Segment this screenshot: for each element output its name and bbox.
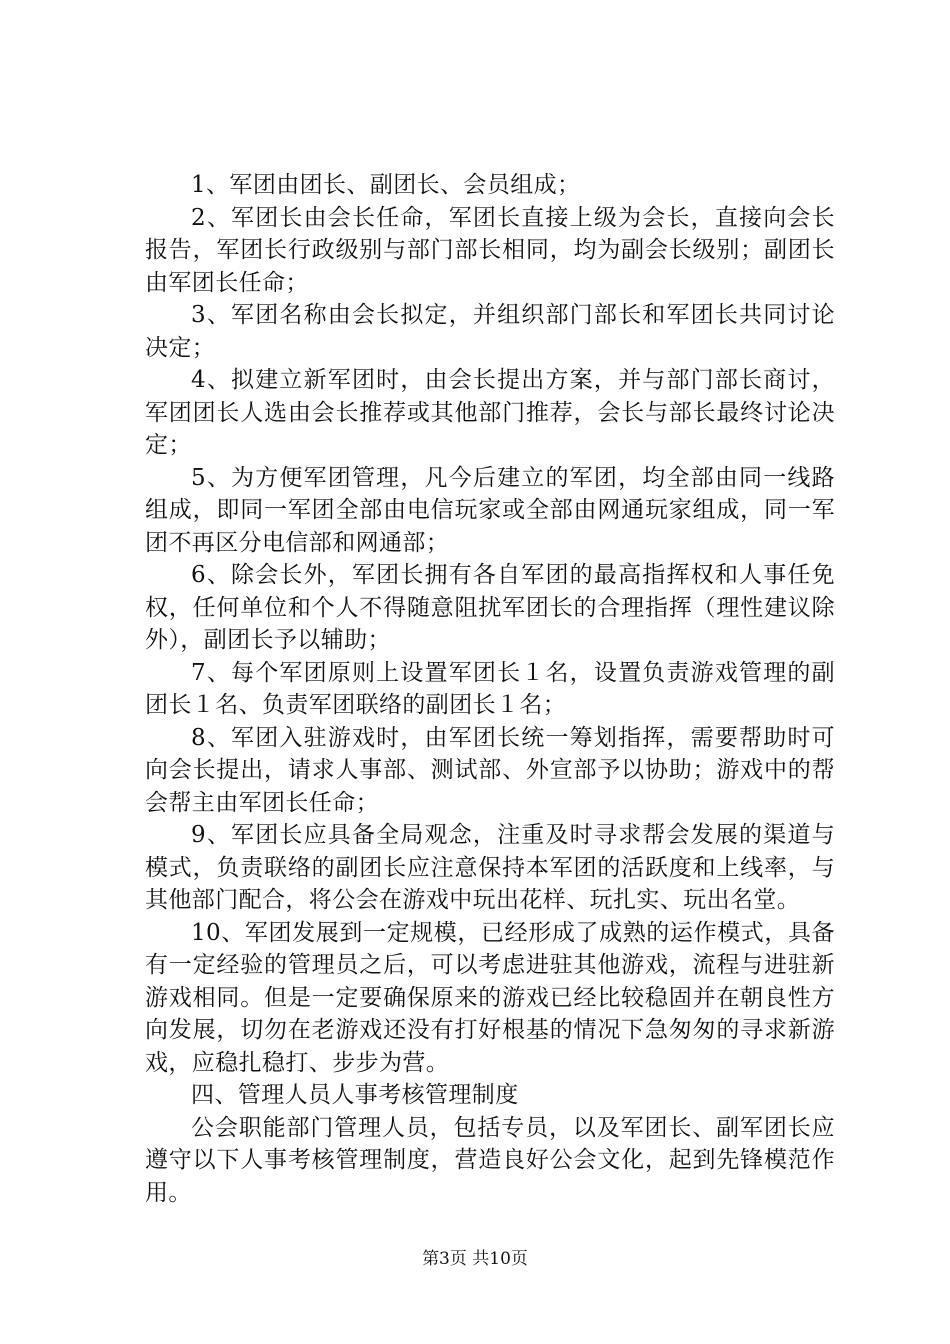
paragraph-8: 8、军团入驻游戏时，由军团长统一筹划指挥，需要帮助时可向会长提出，请求人事部、测试部、外宣部予以协助；游戏中的帮会帮主由军团长任命；	[145, 724, 835, 816]
paragraph-6: 6、除会长外，军团长拥有各自军团的最高指挥权和人事任免权，任何单位和个人不得随意阻扰军团长的合理指挥（理性建议除外），副团长予以辅助；	[145, 562, 835, 653]
paragraph-4: 4、拟建立新军团时，由会长提出方案，并与部门部长商讨，军团团长人选由会长推荐或其他部门推荐，会长与部长最终讨论决定；	[145, 367, 835, 458]
paragraph-1: 1、军团由团长、副团长、会员组成；	[191, 172, 581, 198]
page-number-footer: 第3页 共10页	[422, 1249, 528, 1269]
section-heading: 四、管理人员人事考核管理制度	[191, 1082, 519, 1108]
paragraph-9: 9、军团长应具备全局观念，注重及时寻求帮会发展的渠道与模式，负责联络的副团长应注意保持本军团的活跃度和上线率，与其他部门配合，将公会在游戏中玩出花样、玩扎实、玩出名堂。	[145, 822, 835, 913]
paragraph-3: 3、军团名称由会长拟定，并组织部门部长和军团长共同讨论决定；	[145, 302, 835, 361]
paragraph-5: 5、为方便军团管理，凡今后建立的军团，均全部由同一线路组成，即同一军团全部由电信玩家或全部由网通玩家组成，同一军团不再区分电信部和网通部；	[145, 464, 835, 556]
paragraph-2: 2、军团长由会长任命，军团长直接上级为会长，直接向会长报告，军团长行政级别与部门部长相同，均为副会长级别；副团长由军团长任命；	[145, 204, 835, 296]
paragraph-7: 7、每个军团原则上设置军团长１名，设置负责游戏管理的副团长１名、负责军团联络的副团长１名；	[145, 659, 835, 718]
paragraph-10: 10、军团发展到一定规模，已经形成了成熟的运作模式，具备有一定经验的管理员之后，可以考虑进驻其他游戏，流程与进驻新游戏相同。但是一定要确保原来的游戏已经比较稳固并在朝良性方向发展，切勿在老游戏还没有打好根基的情况下急匆匆的寻求新游戏，应稳扎稳打、步步为营。	[145, 919, 835, 1076]
document-body	[145, 169, 835, 1209]
paragraph-11: 公会职能部门管理人员，包括专员，以及军团长、副军团长应遵守以下人事考核管理制度，营造良好公会文化，起到先锋模范作用。	[145, 1114, 835, 1206]
